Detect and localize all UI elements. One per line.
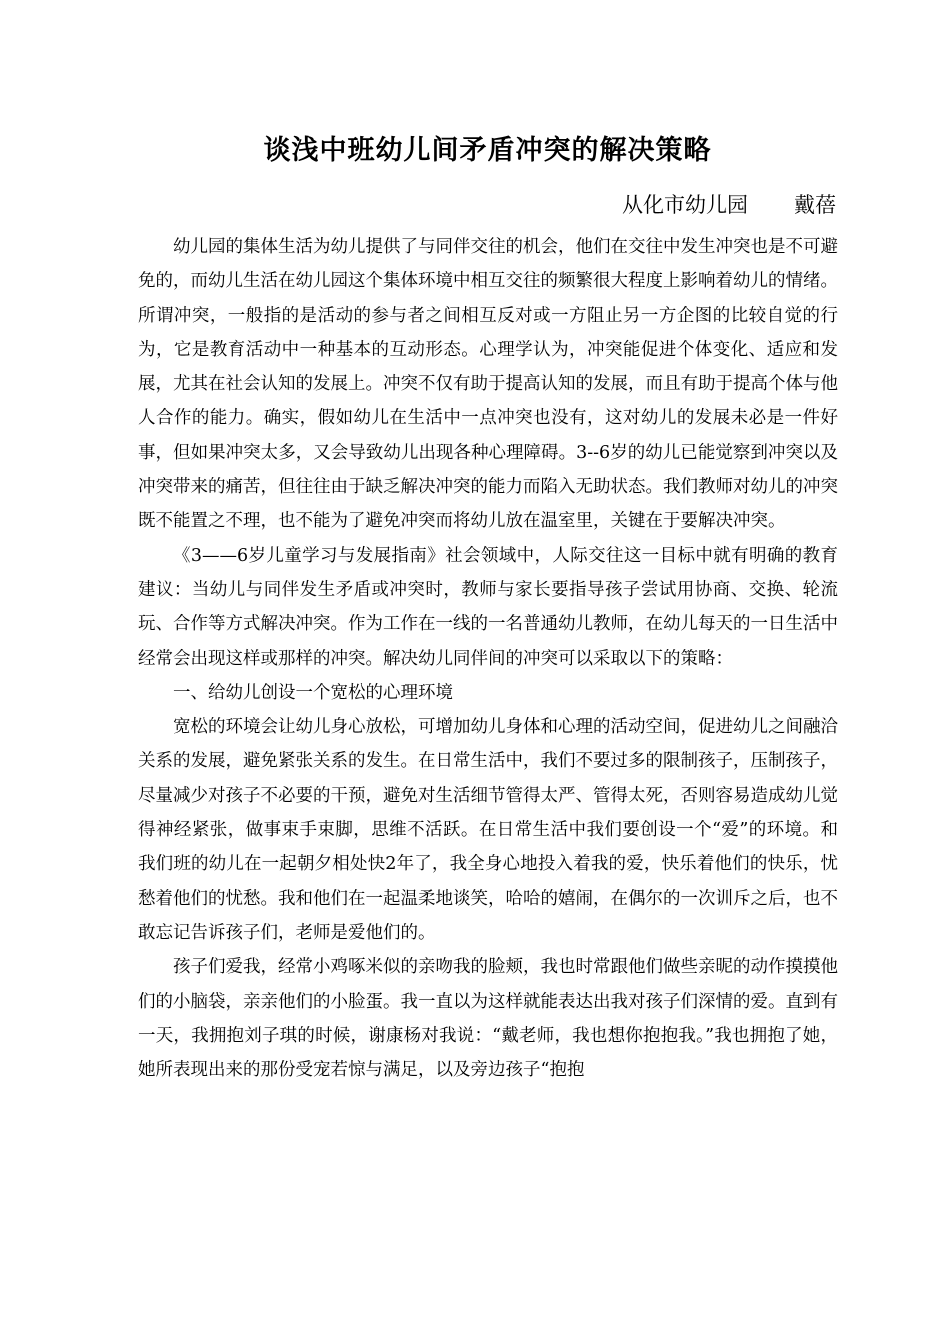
author-name: 戴蓓 <box>794 193 836 217</box>
paragraph-intro: 幼儿园的集体生活为幼儿提供了与同伴交往的机会，他们在交往中发生冲突也是不可避免的，而幼儿生活在幼儿园这个集体环境中相互交往的频繁很大程度上影响着幼儿的情绪。所谓冲突，一般指的是活动的参与者之间相互反对或一方阻止另一方企图的比较自觉的行为，它是教育活动中一种基本的互动形态。心理学认为，冲突能促进个体变化、适应和发展，尤其在社会认知的发展上。冲突不仅有助于提高认知的发展，而且有助于提高个体与他人合作的能力。确实，假如幼儿在生活中一点冲突也没有，这对幼儿的发展未必是一件好事，但如果冲突太多，又会导致幼儿出现各种心理障碍。3--6岁的幼儿已能觉察到冲突以及冲突带来的痛苦，但往往由于缺乏解决冲突的能力而陷入无助状态。我们教师对幼儿的冲突既不能置之不理，也不能为了避免冲突而将幼儿放在温室里，关键在于要解决冲突。 <box>138 237 838 532</box>
document-title: 谈浅中班幼儿间矛盾冲突的解决策略 <box>263 135 712 166</box>
section-heading-1: 一、给幼儿创设一个宽松的心理环境 <box>173 682 453 703</box>
author-line <box>622 188 836 222</box>
document-body <box>138 230 838 1087</box>
paragraph-love: 孩子们爱我，经常小鸡啄米似的亲吻我的脸颊，我也时常跟他们做些亲昵的动作摸摸他们的小脑袋，亲亲他们的小脸蛋。我一直以为这样就能表达出我对孩子们深情的爱。直到有一天，我拥抱刘子琪的时候，谢康杨对我说：“戴老师，我也想你抱抱我。”我也拥抱了她，她所表现出来的那份受宠若惊与满足，以及旁边孩子“抱抱 <box>138 957 838 1081</box>
paragraph-environment: 宽松的环境会让幼儿身心放松，可增加幼儿身体和心理的活动空间，促进幼儿之间融洽关系的发展，避免紧张关系的发生。在日常生活中，我们不要过多的限制孩子，压制孩子，尽量减少对孩子不必要的干预，避免对生活细节管得太严、管得太死，否则容易造成幼儿觉得神经紧张，做事束手束脚，思维不活跃。在日常生活中我们要创设一个“爱”的环境。和我们班的幼儿在一起朝夕相处快2年了，我全身心地投入着我的爱，快乐着他们的快乐，忧愁着他们的忧愁。我和他们在一起温柔地谈笑，哈哈的嬉闹，在偶尔的一次训斥之后，也不敢忘记告诉孩子们，老师是爱他们的。 <box>138 717 838 943</box>
author-organization: 从化市幼儿园 <box>622 193 748 217</box>
paragraph-guideline: 《3——6岁儿童学习与发展指南》社会领域中，人际交往这一目标中就有明确的教育建议：当幼儿与同伴发生矛盾或冲突时，教师与家长要指导孩子尝试用协商、交换、轮流玩、合作等方式解决冲突。作为工作在一线的一名普通幼儿教师，在幼儿每天的一日生活中经常会出现这样或那样的冲突。解决幼儿同伴间的冲突可以采取以下的策略： <box>138 545 838 669</box>
